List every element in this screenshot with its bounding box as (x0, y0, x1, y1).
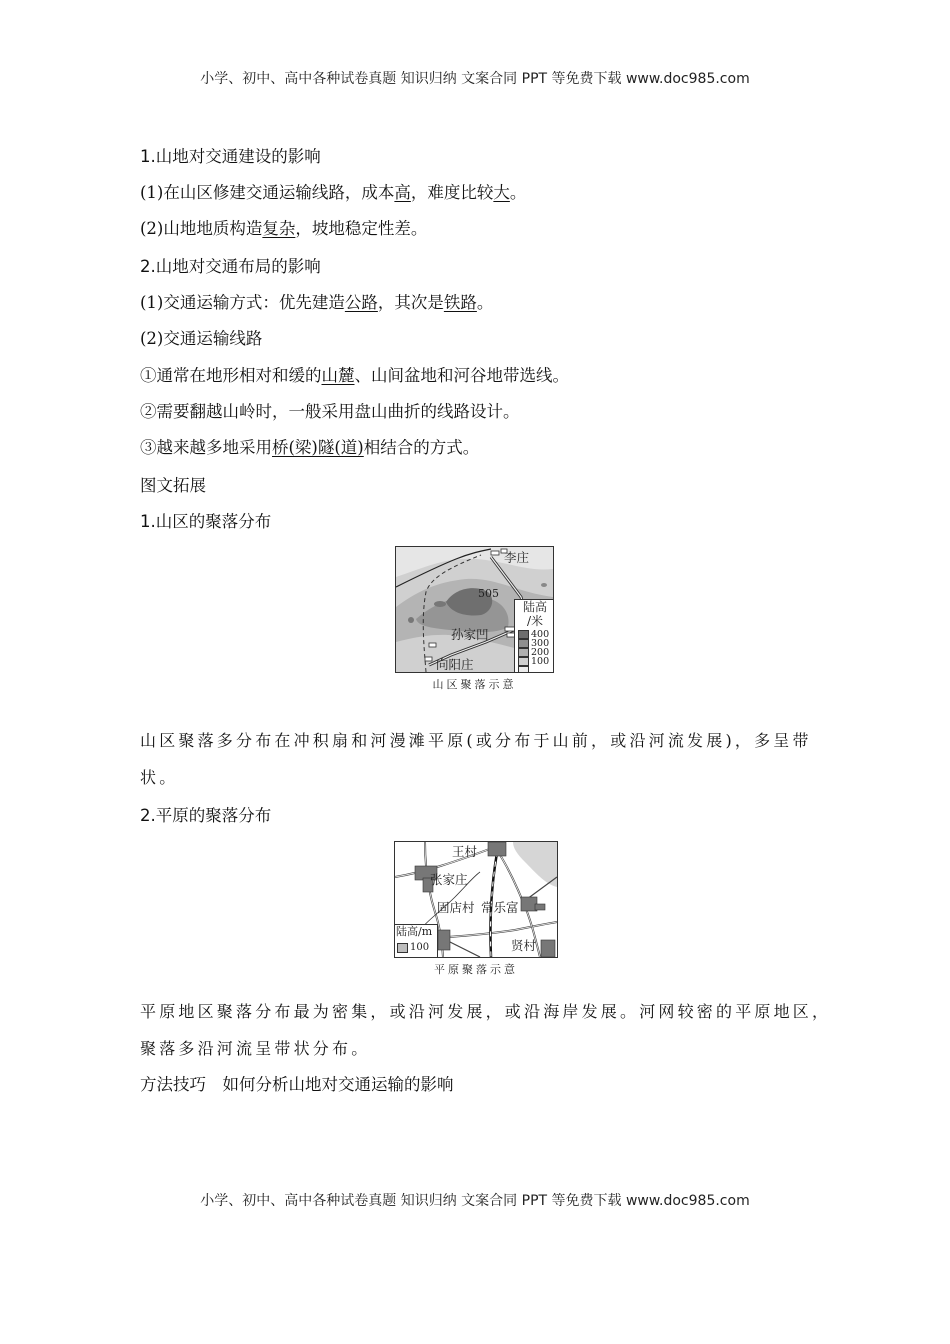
place-label: 向阳庄 (436, 657, 474, 672)
figure-caption: 山区聚落示意 (432, 678, 517, 691)
legend-swatch (518, 666, 529, 673)
underlined-answer: 高 (394, 183, 411, 202)
plain-settlement-map (394, 841, 558, 958)
text: ①通常在地形相对和缓的 (140, 366, 322, 385)
legend-swatch (518, 630, 529, 639)
underlined-answer: 复杂 (262, 219, 296, 238)
text: (1)交通运输方式：优先建造 (140, 293, 345, 312)
place-label: 常乐富 (481, 900, 519, 915)
section-2-item-2: (2)交通运输线路 (140, 329, 263, 348)
method-tips-title: 方法技巧 如何分析山地对交通运输的影响 (140, 1075, 454, 1094)
section-1-item-1 (140, 181, 526, 205)
text: 、山间盆地和河谷地带选线。 (354, 366, 569, 385)
peak-elevation-label: 505 (478, 587, 499, 600)
extension-title: 图文拓展 (140, 476, 206, 495)
place-label: 王村 (452, 844, 478, 859)
plain-settlement-title: 2.平原的聚落分布 (140, 806, 272, 825)
place-label: 李庄 (504, 550, 530, 565)
plain-paragraph-line-1: 平原地区聚落分布最为密集，或沿河发展，或沿海岸发展。河网较密的平原地区， (140, 1002, 832, 1021)
plain-settlement-figure (394, 841, 558, 977)
elevation-legend (394, 924, 438, 958)
underlined-answer: 桥(梁)隧(道) (272, 438, 364, 457)
page-footer: 小学、初中、高中各种试卷真题 知识归纳 文案合同 PPT 等免费下载 www.doc985.com (200, 1193, 750, 1209)
text: 相结合的方式。 (363, 438, 480, 457)
text: ，难度比较 (410, 183, 494, 202)
figure-caption: 平原聚落示意 (434, 963, 518, 976)
section-2-item-1 (140, 291, 493, 315)
place-label: 贤村 (511, 938, 537, 953)
legend-value: 100 (531, 656, 550, 667)
elevation-legend (514, 599, 554, 673)
mountain-settlement-title: 1.山区的聚落分布 (140, 512, 272, 531)
underlined-answer: 大 (493, 183, 510, 202)
section-2-sub-3 (140, 436, 479, 460)
legend-value: 400 (531, 629, 550, 640)
mountain-settlement-figure (395, 546, 554, 692)
place-label: 固店村 (437, 900, 475, 915)
section-1-title: 1.山地对交通建设的影响 (140, 147, 321, 166)
text: 。 (476, 293, 494, 312)
legend-swatch (518, 657, 529, 666)
underlined-answer: 铁路 (443, 293, 477, 312)
text: (2)山地地质构造 (140, 219, 263, 238)
legend-unit: /米 (526, 614, 544, 628)
underlined-answer: 山麓 (321, 366, 355, 385)
mountain-settlement-map (395, 546, 554, 673)
section-2-sub-2: ②需要翻越山岭时，一般采用盘山曲折的线路设计。 (140, 402, 520, 421)
place-label: 张家庄 (430, 872, 468, 887)
text: ，坡地稳定性差。 (295, 219, 428, 238)
underlined-answer: 公路 (344, 293, 378, 312)
place-label: 孙家凹 (451, 627, 489, 642)
legend-value: 200 (531, 647, 550, 658)
legend-swatch (397, 943, 408, 953)
section-1-item-2 (140, 217, 427, 241)
text: ，其次是 (377, 293, 444, 312)
page-header: 小学、初中、高中各种试卷真题 知识归纳 文案合同 PPT 等免费下载 www.doc985.com (200, 71, 750, 87)
legend-swatch (518, 639, 529, 648)
plain-paragraph-line-2: 聚落多沿河流呈带状分布。 (140, 1039, 371, 1058)
legend-value: 300 (531, 638, 550, 649)
legend-title: 陆高/m (396, 925, 433, 938)
text: ③越来越多地采用 (140, 438, 272, 457)
text: 。 (509, 183, 527, 202)
mountain-paragraph-line-1: 山区聚落多分布在冲积扇和河漫滩平原(或分布于山前，或沿河流发展)，多呈带 (140, 731, 812, 750)
text: (1)在山区修建交通运输线路，成本 (140, 183, 395, 202)
section-2-title: 2.山地对交通布局的影响 (140, 257, 321, 276)
legend-title: 陆高 (522, 600, 547, 614)
mountain-paragraph-line-2: 状。 (140, 768, 179, 787)
legend-value: 100 (410, 942, 430, 953)
section-2-sub-1 (140, 364, 569, 388)
legend-swatch (518, 648, 529, 657)
